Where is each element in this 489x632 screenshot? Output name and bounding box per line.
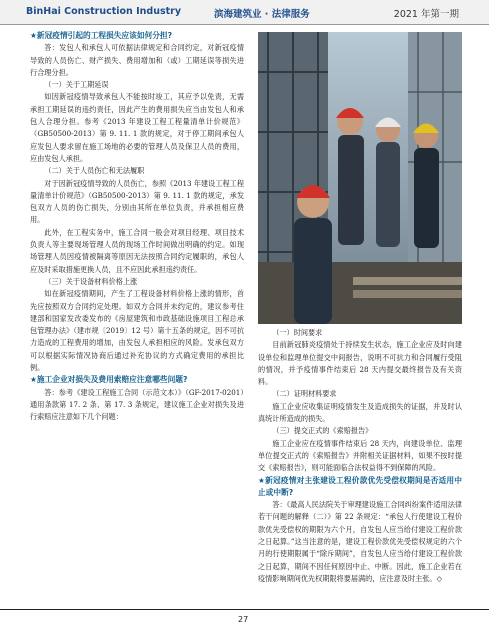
construction-site-photo: [258, 32, 462, 324]
body-paragraph: 答：参考《建设工程施工合同（示范文本）》（GF-2017-0201）通用条款第 17. 2 条、第 17. 3 条规定，建议施工企业对损失及进行索赔应注意如下几个问题：: [30, 387, 244, 422]
body-paragraph: 答：《最高人民法院关于审理建设施工合同纠纷案件适用法律若干问题的解释（二）》第 22 条规定：“承包人行使建设工程价款优先受偿权的期限为六个月，自发包人应当给付建设工程价款之日起算。”这当注意的是，建设工程价款优先受偿权规定的六个月的行使期限属于“除斥期间”，自发包人应当给付建设工程价款之日起算，期间不因任何原因中止、中断。因此，施工企业若在疫情影响期间优先权期限将要届满的，应注意及时主张。◇: [258, 500, 462, 583]
publication-name: BinHai Construction Industry: [26, 6, 182, 17]
body-paragraph: （三）提交正式的《索赔报告》: [272, 426, 373, 436]
question-heading: ★施工企业对损失及费用索赔应注意哪些问题?: [30, 375, 188, 385]
page-number: 27: [238, 615, 249, 624]
question-heading: ★新冠疫情引起的工程损失应该如何分担?: [30, 31, 173, 40]
right-column: [258, 327, 462, 585]
body-paragraph: 对于因新冠疫情导致的人员伤亡，参照《2013 年建设工程工程量清单计价规范》（GB50500-2013）第 9. 11. 1 款的规定，承发包双方人员的伤亡损失，分别由其所在单位负责，并承担相应费用。: [30, 178, 244, 225]
issue-label: 2021 年第一期: [393, 9, 459, 20]
page-header: [0, 0, 489, 25]
body-paragraph: 如在新冠疫情期间，产生了工程设备材料价格上涨的情形，首先应按照双方合同约定处理。如双方合同并未约定的，建议参考住建部和国家发改委发布的《房屋建筑和市政基础设施项目工程总承包管理办法》（建市规〔2019〕12 号）第十五条的规定，因不可抗力造成的工程费用的增加，由发包人承担相应的风险。发承包双方可以根据实际情况协商后通过补充协议的方式确定费用的承担比例。: [30, 289, 244, 373]
body-paragraph: 施工企业应在疫情事件结束后 28 天内，向建设单位、监理单位提交正式的《索赔报告》并附相关证据材料，如果不按时提交《索赔报告》，则可能面临合法权益得不到保障的风险。: [258, 438, 462, 473]
body-paragraph: （二）关于人员伤亡和无法履职: [44, 166, 145, 176]
body-paragraph: 目前新冠肺炎疫情处于持续发生状态，施工企业应及时向建设单位和监理单位提交中间报告，说明不可抗力和合同履行受阻的情况，并予疫情事件结束后 28 天内提交最终报告及有关资料。: [258, 340, 462, 387]
body-paragraph: 如因新冠疫情导致承包人不能按时竣工，其应予以免责，无需承担工期延误的违约责任，因此产生的费用损失应当由发包人和承包人合理分担。参考《2013 年建设工程工程量清单计价规范》（GB50500-2013）第 9. 11. 1 款的规定，对于停工期间承包人应发包人要求留在施工场地的必要的管理人员及保卫人员的费用，应由发包人承担。: [30, 92, 244, 163]
left-column: [30, 30, 244, 424]
body-paragraph: 施工企业应收集证明疫情发生及造成损失的证据，并及时认真统计所造成的损失。: [258, 401, 462, 424]
page-footer: [0, 609, 489, 632]
body-paragraph: 此外，在工程实务中，施工合同一般会对项目经理、项目技术负责人等主要现场管理人员的现场工作时间做出明确的约定。如现场管理人员因疫情被隔离等原因无法按照合同约定履职的，承包人应及时采取措施更换人员，且不应因此承担违约责任。: [30, 227, 244, 274]
body-paragraph: （二）证明材料要求: [272, 389, 337, 399]
body-paragraph: （三）关于设备材料价格上涨: [44, 276, 138, 286]
body-paragraph: 答：发包人和承包人可依据法律规定和合同约定，对新冠疫情导致的人员伤亡、财产损失、费用增加和（或）工期延误等损失进行合理分担。: [30, 43, 244, 77]
body-paragraph: （一）时间要求: [272, 328, 323, 337]
question-heading: ★新冠疫情对主张建设工程价款优先受偿权期间是否适用中止或中断?: [258, 475, 462, 497]
body-paragraph: （一）关于工期延误: [44, 80, 109, 90]
section-title: 滨海建筑业 · 法律服务: [214, 9, 310, 20]
